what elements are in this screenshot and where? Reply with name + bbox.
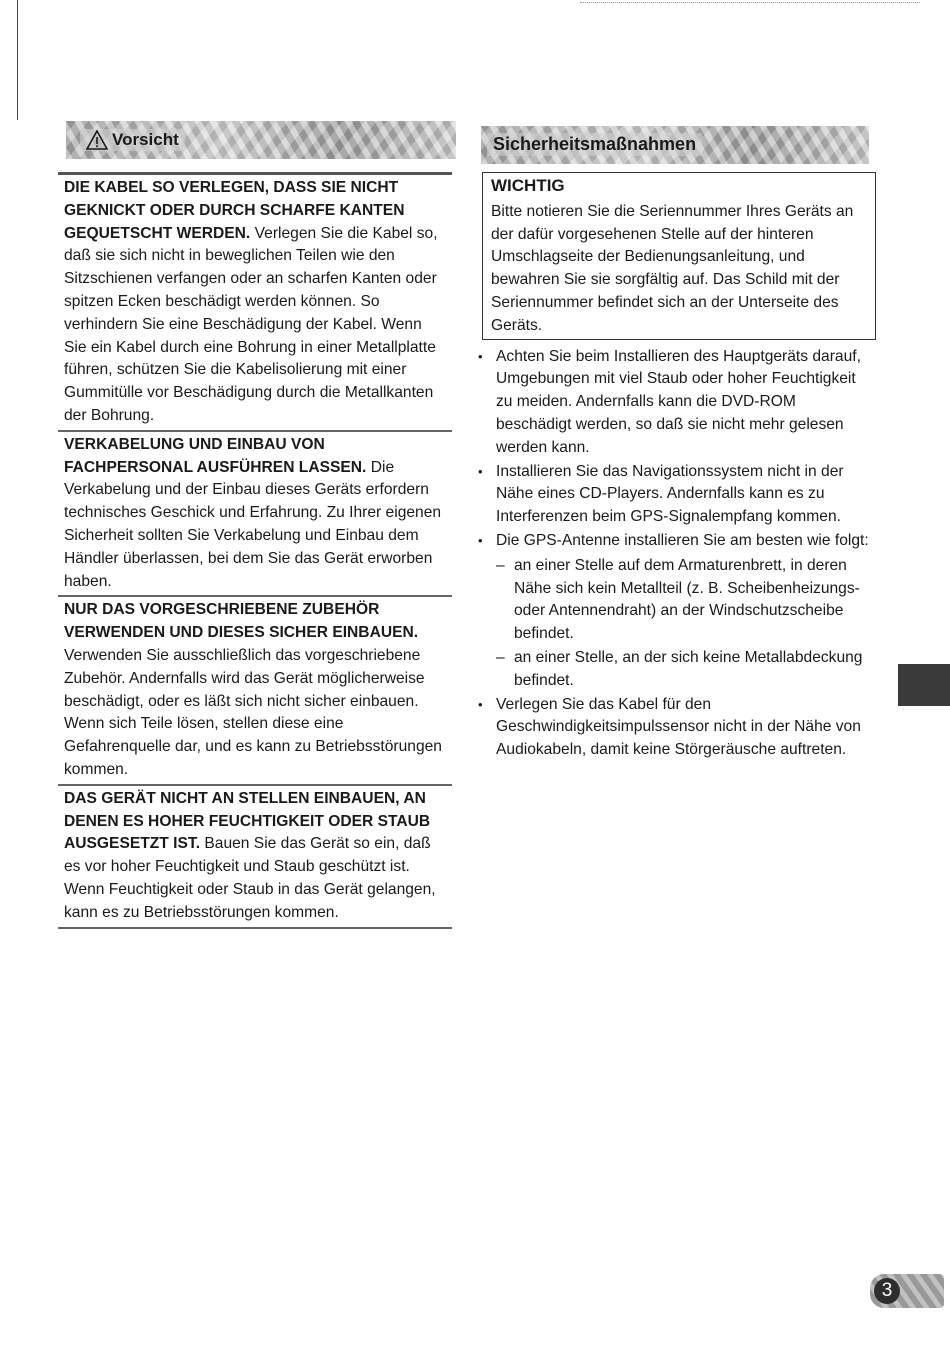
sicherheit-header	[481, 126, 869, 164]
sicherheit-title: Sicherheitsmaßnahmen	[487, 133, 702, 156]
list-item: • Die GPS-Antenne installieren Sie am besten wie folgt: – an einer Stelle auf dem Armaturenbrett, in deren Nähe sich kein Metallteil (z. B. Scheibenheizungs- oder Antennendraht) an der Windschutzscheibe befindet. – an einer Stelle, an der sich keine Metallabdeckung befindet.	[476, 530, 872, 693]
caution-body: Verwenden Sie ausschließlich das vorgeschriebene Zubehör. Andernfalls wird das Gerät möglicherweise beschädigt, oder es läßt sich nicht sicher einbauen. Wenn sich Teile lösen, stellen diese eine Gefahrenquelle dar, und es kann zu Betriebsstörungen kommen.	[64, 646, 442, 778]
caution-heading: NUR DAS VORGESCHRIEBENE ZUBEHÖR VERWENDEN UND DIESES SICHER EINBAUEN.	[64, 601, 419, 642]
sub-list	[496, 555, 872, 693]
caution-item	[58, 175, 452, 430]
caution-heading: DIE KABEL SO VERLEGEN, DASS SIE NICHT GEKNICKT ODER DURCH SCHARFE KANTEN GEQUETSCHT WERDEN.	[64, 179, 405, 242]
page-number-badge	[870, 1274, 944, 1308]
section-rule	[58, 927, 452, 929]
caution-column	[58, 172, 452, 929]
caution-body: Bauen Sie das Gerät so ein, daß es vor hoher Feuchtigkeit und Staub geschützt ist. Wenn Feuchtigkeit oder Staub in das Gerät gelangen, kann es zu Betriebsstörungen kommen.	[64, 835, 436, 921]
vorsicht-title: Vorsicht	[112, 130, 179, 149]
list-item: • Installieren Sie das Navigationssystem nicht in der Nähe eines CD-Players. Andernfalls kann es zu Interferenzen beim GPS-Signalempfang kommen.	[476, 461, 872, 529]
sub-list-item: – an einer Stelle, an der sich keine Metallabdeckung befindet.	[496, 647, 872, 693]
caution-item	[58, 786, 452, 927]
vorsicht-header	[66, 121, 456, 159]
list-item: • Verlegen Sie das Kabel für den Geschwindigkeitsimpulssensor nicht in der Nähe von Audiokabeln, damit keine Störgeräusche auftreten.	[476, 694, 872, 762]
caution-body: Die Verkabelung und der Einbau dieses Geräts erfordern technisches Geschick und Erfahrung. Zu Ihrer eigenen Sicherheit sollten Sie Verkabelung und Einbau dem Händler überlassen, bei dem Sie das Gerät erworben haben.	[64, 458, 442, 590]
caution-item	[58, 432, 452, 596]
important-text: Bitte notieren Sie die Seriennummer Ihres Geräts an der dafür vorgesehenen Stelle auf der hinteren Umschlagseite der Bedienungsanleitung, und bewahren Sie sie sorgfältig auf. Das Schild mit der Seriennummer befindet sich an der Unterseite des Geräts.	[491, 202, 854, 334]
chapter-edge-tab	[898, 664, 950, 706]
margin-line	[17, 0, 18, 120]
vorsicht-label	[80, 129, 185, 151]
caution-heading: DAS GERÄT NICHT AN STELLEN EINBAUEN, AN DENEN ES HOHER FEUCHTIGKEIT ODER STAUB AUSGESETZT IST.	[64, 789, 431, 853]
safety-list	[476, 346, 872, 762]
sub-list-item: – an einer Stelle auf dem Armaturenbrett, in deren Nähe sich kein Metallteil (z. B. Scheibenheizungs- oder Antennendraht) an der Windschutzscheibe befindet.	[496, 555, 872, 646]
important-box	[482, 172, 876, 340]
list-item: • Achten Sie beim Installieren des Hauptgeräts darauf, Umgebungen mit viel Staub oder hoher Feuchtigkeit zu meiden. Andernfalls kann die DVD-ROM beschädigt werden, so daß sie nicht mehr gelesen werden kann.	[476, 346, 872, 460]
caution-heading: VERKABELUNG UND EINBAU VON FACHPERSONAL AUSFÜHREN LASSEN.	[64, 435, 367, 476]
caution-item	[58, 597, 452, 783]
warning-triangle-icon	[86, 130, 108, 150]
caution-body: Verlegen Sie die Kabel so, daß sie sich nicht in beweglichen Teilen wie den Sitzschienen verfangen oder an scharfen Kanten oder spitzen Ecken beschädigt werden können. So verhindern Sie eine Beschädigung der Kabel. Wenn Sie ein Kabel durch eine Bohrung in einer Metallplatte führen, schützen Sie die Kabelisolierung mit einer Gummitülle vor Beschädigung durch die Metallkanten der Bohrung.	[64, 224, 438, 424]
page-number: 3	[874, 1278, 900, 1304]
important-title: WICHTIG	[491, 176, 565, 195]
top-dotted-rule	[580, 2, 920, 3]
safety-column	[476, 172, 872, 763]
